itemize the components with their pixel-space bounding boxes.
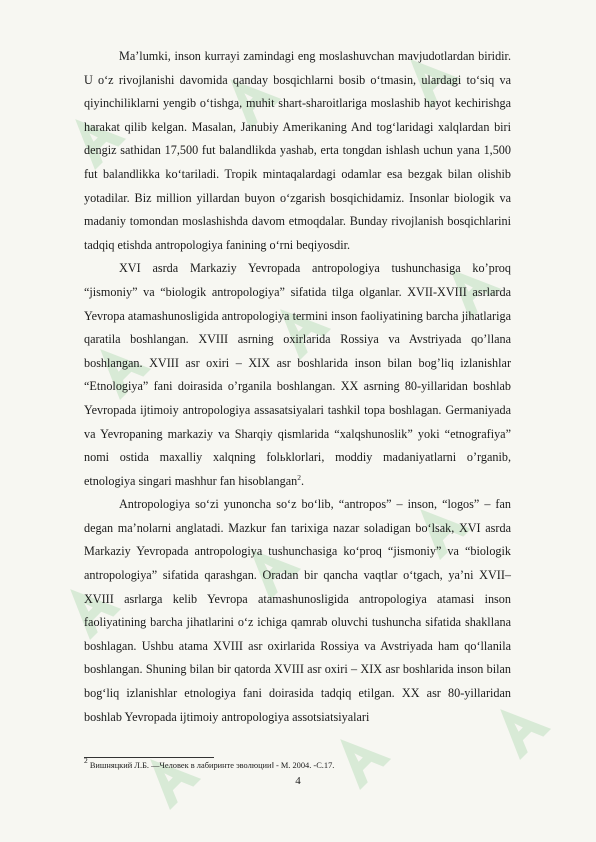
paragraph-3 bbox=[84, 493, 511, 729]
footnote-text: Вишняцкий Л.Б. ―Человек в лабиринте эволюции‖ - М. 2004. -С.17. bbox=[87, 761, 335, 770]
page-number: 4 bbox=[295, 775, 301, 787]
paragraph-2 bbox=[84, 257, 511, 493]
footnote bbox=[84, 756, 511, 771]
footnote-divider bbox=[84, 757, 214, 758]
paragraph-2-text: XVI asrda Markaziy Yevropada antropologiya tushunchasiga ko’proq “jismoniy” va “biologik antropologiya” sifatida tilga olganlar. XVII-XVIII asrlarda Yevropa atamashunosligida antropologiya termini inson faoliyatining barcha jihatlariga qaratila boshlangan. XVIII asrning oxirlarida Rossiya va Avstriyada qo’llana boshlangan. XVIII asr oxiri – XIX asr boshlarida inson bilan bog’liq izlanishlar “Etnologiya” fani doirasida o’rganila boshlangan. XX asrning 80-yillaridan boshlab Yevropada ijtimoiy antropologiya assasatsiyalari tashkil topa boshlagan. Germaniyada va Yevropaning markaziy va Sharqiy qismlarida “xalqshunoslik” yoki “etnografiya” nomi ostida maxalliy xalqning folьklorlari, moddiy madaniyatlarni o’rganib, etnologiya singari mashhur fan hisoblangan bbox=[84, 261, 511, 488]
paragraph-1-text: Ma’lumki, inson kurrayi zamindagi eng moslashuvchan mavjudotlardan biridir. U o‘z rivojlanishi davomida qanday bosqichlarni bosib o‘tmasin, ulardagi to‘siq va qiyinchiliklarni yengib o‘tishga, muhit shart-sharoitlariga moslashib hayot kechirishga harakat qilib kelgan. Masalan, Janubiy Amerikaning And tog‘laridagi xalqlardan biri dengiz sathidan 17,500 fut balandlikda yashab, erta tongdan ishlash uchun yana 1,500 fut balandlikka ko‘tariladi. Tropik mintaqalardagi odamlar esa bezgak bilan olishib yotadilar. Biz million yillardan buyon o‘zgarish bosqichidamiz. Insonlar biologik va madaniy tomondan moslashishda davom etmoqdalar. Bunday rivojlanish bosqichlarini tadqiq etishda antropologiya fanining o‘rni beqiyosdir. bbox=[84, 49, 511, 252]
footnote-reference[interactable]: 2 bbox=[297, 472, 301, 482]
paragraph-3-text: Antropologiya so‘zi yunoncha so‘z bo‘lib, “antropos” – inson, “logos” – fan degan ma’nolarni anglatadi. Mazkur fan tarixiga nazar soladigan bo‘lsak, XVI asrda Markaziy Yevropada antropologiya tushunchasiga ko‘proq “jismoniy” va “biologik antropologiya” sifatida qarashgan. Oradan bir qancha vaqtlar o‘tgach, ya’ni XVII–XVIII asrlarga kelib Yevropa atamashunosligida antropologiya atamasi inson faoliyatining barcha jihatlarini o‘z ichiga qamrab oluvchi tushuncha sifatida shakllana boshlagan. Ushbu atama XVIII asr oxirlarida Rossiya va Avstriyada ham qo‘llanila boshlangan. Shuning bilan bir qatorda XVIII asr oxiri – XIX asr boshlarida inson bilan bog‘liq izlanishlar etnologiya fani doirasida tadqiq etilgan. XX asr 80-yillaridan boshlab Yevropada ijtimoiy antropologiya assotsiatsiyalari bbox=[84, 497, 511, 724]
paragraph-2-tail: . bbox=[300, 473, 305, 488]
footnote-marker: 2 bbox=[84, 756, 88, 765]
paragraph-1 bbox=[84, 45, 511, 257]
document-body bbox=[84, 45, 511, 729]
